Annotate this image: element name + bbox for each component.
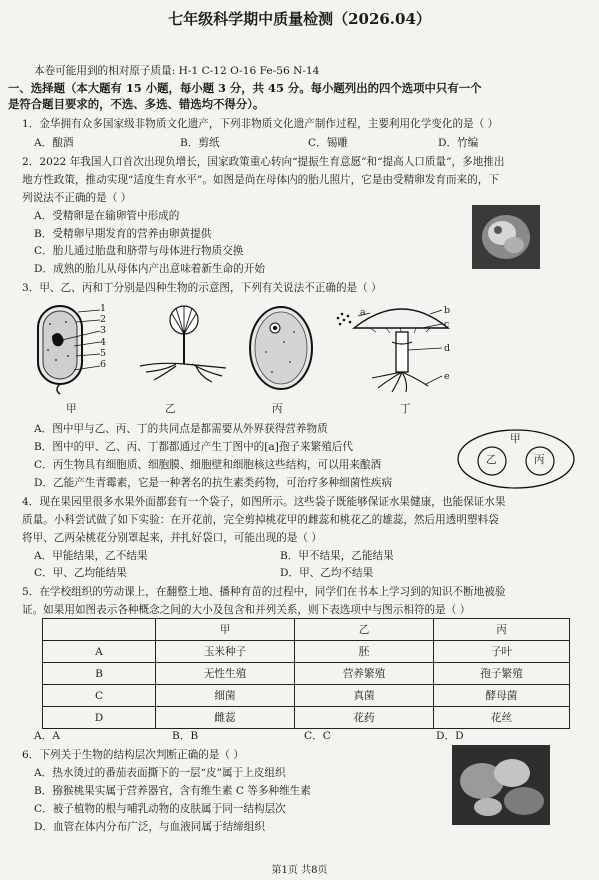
table-cell: 酵母菌 xyxy=(434,685,570,707)
q4-stem-3: 将甲、乙两朵桃花分别罩起来，并扎好袋口，可能出现的是（ ） xyxy=(22,532,322,544)
q2-option-d: D．成熟的胎儿从母体内产出意味着新生命的开始 xyxy=(34,263,265,275)
q4-option-c: C．甲、乙均能结果 xyxy=(34,567,127,579)
q6-option-a: A．热水烫过的番茄表面撕下的一层“皮”属于上皮组织 xyxy=(34,767,286,779)
page-footer: 第1页 共8页 xyxy=(271,865,328,876)
label-2: 2 xyxy=(100,314,107,326)
mushroom-diagram xyxy=(330,296,450,396)
q5-option-c: C．C xyxy=(304,730,331,742)
label-6: 6 xyxy=(100,359,107,371)
section-heading-2: 是符合题目要求的，不选、多选、错选均不得分）。 xyxy=(8,97,265,111)
table-cell: 雌蕊 xyxy=(156,707,295,729)
table-cell: 营养繁殖 xyxy=(295,663,434,685)
mushroom-label-e: e xyxy=(444,371,450,382)
q1-option-d: D．竹编 xyxy=(438,137,479,149)
table-header-cell: 乙 xyxy=(295,619,434,641)
q3-option-b: B．图中的甲、乙、丙、丁都都通过产生丁图中的[a]孢子来繁殖后代 xyxy=(34,441,353,453)
table-cell: 无性生殖 xyxy=(156,663,295,685)
table-header-cell: 甲 xyxy=(156,619,295,641)
table-cell: 真菌 xyxy=(295,685,434,707)
fetus-photo xyxy=(472,205,540,269)
venn-label-yi: 乙 xyxy=(486,454,497,466)
table-cell: 胚 xyxy=(295,641,434,663)
table-cell: 花药 xyxy=(295,707,434,729)
table-row xyxy=(43,707,570,729)
q4-stem-1: 4．现在果园里很多水果外面都套有一个袋子，如图所示。这些袋子既能够保证水果健康，也能保证水果 xyxy=(22,496,506,508)
q3-option-c: C．丙生物具有细胞质、细胞膜、细胞壁和细胞核这些结构，可以用来酿酒 xyxy=(34,459,382,471)
q2-stem-1: 2．2022 年我国人口首次出现负增长，国家政策重心转向“提振生育意愿”和“提高人口质量”，多地推出 xyxy=(22,156,505,168)
label-5: 5 xyxy=(100,347,107,359)
page-title: 七年级科学期中质量检测（2026.04） xyxy=(168,10,431,28)
q1-option-c: C．锡雕 xyxy=(308,137,348,149)
table-header-cell: 丙 xyxy=(434,619,570,641)
table-row xyxy=(43,663,570,685)
q5-option-d: D．D xyxy=(436,730,464,742)
table-row xyxy=(43,641,570,663)
atomic-masses: 本卷可能用到的相对原子质量: H-1 C-12 O-16 Fe-56 N-14 xyxy=(34,65,320,77)
q5-option-a: A．A xyxy=(34,730,60,742)
table-cell: A xyxy=(43,641,156,663)
q2-option-b: B．受精卵早期发育的营养由卵黄提供 xyxy=(34,228,212,240)
q4-option-a: A．甲能结果，乙不结果 xyxy=(34,550,148,562)
q1-stem: 1．金华拥有众多国家级非物质文化遗产，下列非物质文化遗产制作过程，主要利用化学变化的是（ ） xyxy=(22,118,499,130)
q2-option-a: A．受精卵是在输卵管中形成的 xyxy=(34,210,180,222)
table-cell: 花丝 xyxy=(434,707,570,729)
table-cell: 子叶 xyxy=(434,641,570,663)
venn-label-jia: 甲 xyxy=(510,433,521,445)
q3-stem: 3．甲、乙、丙和丁分别是四种生物的示意图，下列有关说法不正确的是（ ） xyxy=(22,282,382,294)
specimen-photo xyxy=(452,745,550,825)
table-cell: 玉米种子 xyxy=(156,641,295,663)
q1-option-b: B．剪纸 xyxy=(180,137,220,149)
table-cell: 孢子繁殖 xyxy=(434,663,570,685)
penicillium-diagram xyxy=(136,300,230,396)
q5-stem-2: 证。如果用如图表示各种概念之间的大小及包含和并列关系，则下表选项中与图示相符的是（ ） xyxy=(22,604,471,616)
table-cell: D xyxy=(43,707,156,729)
table-cell: C xyxy=(43,685,156,707)
q6-option-d: D．血管在体内分布广泛，与血液同属于结缔组织 xyxy=(34,821,265,833)
mushroom-label-d: d xyxy=(444,343,451,354)
q2-stem-2: 地方性政策，推动实现“适度生育水平”。如图是尚在母体内的胎儿照片，它是由受精卵发育而来的，下 xyxy=(22,174,499,186)
q3-option-d: D．乙能产生青霉素，它是一种著名的抗生素类药物，可治疗多种细菌性疾病 xyxy=(34,477,393,489)
section-heading: 一、选择题（本大题有 15 小题，每小题 3 分，共 45 分。每小题列出的四个选项中只有一个 xyxy=(8,81,482,95)
figure-label-jia: 甲 xyxy=(66,403,77,415)
table-cell: 细菌 xyxy=(156,685,295,707)
q5-table xyxy=(42,618,570,729)
q4-option-d: D．甲、乙均不结果 xyxy=(280,567,374,579)
mushroom-label-c: c xyxy=(444,319,450,330)
mushroom-label-b: b xyxy=(444,305,451,316)
mushroom-label-a: a xyxy=(360,307,366,318)
q4-option-b: B．甲不结果，乙能结果 xyxy=(280,550,394,562)
table-cell: B xyxy=(43,663,156,685)
q6-stem: 6．下列关于生物的结构层次判断正确的是（ ） xyxy=(22,749,244,761)
label-4: 4 xyxy=(100,336,107,348)
label-1: 1 xyxy=(100,303,107,314)
q2-option-c: C．胎儿通过胎盘和脐带与母体进行物质交换 xyxy=(34,245,244,257)
q6-option-b: B．猕猴桃果实属于营养器官，含有维生素 C 等多种维生素 xyxy=(34,785,311,797)
q3-option-a: A．图中甲与乙、丙、丁的共同点是都需要从外界获得营养物质 xyxy=(34,423,328,435)
table-header-cell xyxy=(43,619,156,641)
q2-stem-3: 列说法不正确的是（ ） xyxy=(22,192,132,204)
yeast-diagram xyxy=(244,302,318,394)
figure-label-ding: 丁 xyxy=(400,403,411,415)
q4-stem-2: 质量。小科尝试做了如下实验：在开花前，完全剪掉桃花甲的雌蕊和桃花乙的雄蕊，然后用透明塑料袋 xyxy=(22,514,499,526)
q5-option-b: B．B xyxy=(172,730,199,742)
figure-label-bing: 丙 xyxy=(272,403,283,415)
figure-label-yi: 乙 xyxy=(165,403,176,415)
q6-option-c: C．被子植物的根与哺乳动物的皮肤属于同一结构层次 xyxy=(34,803,286,815)
q1-option-a: A．酿酒 xyxy=(34,137,74,149)
venn-label-bing: 丙 xyxy=(534,454,545,466)
q5-stem-1: 5．在学校组织的劳动课上，在翻整土地、播种育苗的过程中，同学们在书本上学习到的知识不断地被验 xyxy=(22,586,506,598)
label-3: 3 xyxy=(100,325,107,337)
table-row xyxy=(43,685,570,707)
table-header-row xyxy=(43,619,570,641)
